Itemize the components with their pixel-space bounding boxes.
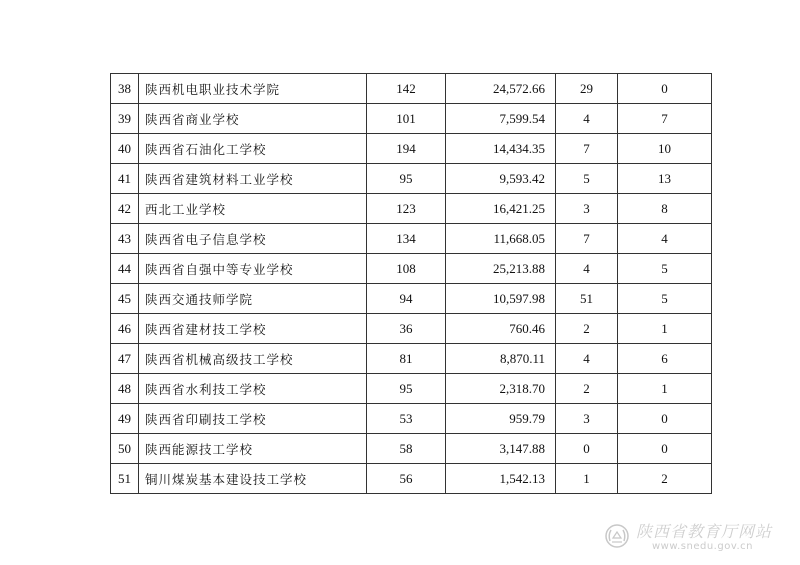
watermark-url: www.snedu.gov.cn (652, 541, 753, 552)
table-row (111, 74, 712, 104)
amount-cell: 24,572.66 (446, 74, 556, 104)
value-a-cell: 2 (556, 374, 618, 404)
amount-cell: 959.79 (446, 404, 556, 434)
school-name-cell: 陕西省建材技工学校 (139, 314, 367, 344)
value-a-cell: 2 (556, 314, 618, 344)
value-b-cell: 7 (618, 104, 712, 134)
school-name-cell: 陕西能源技工学校 (139, 434, 367, 464)
table-body (111, 74, 712, 494)
value-a-cell: 5 (556, 164, 618, 194)
school-name-cell: 陕西省印刷技工学校 (139, 404, 367, 434)
row-index-cell: 51 (111, 464, 139, 494)
school-name-cell: 陕西省自强中等专业学校 (139, 254, 367, 284)
table-row (111, 374, 712, 404)
row-index-cell: 47 (111, 344, 139, 374)
row-index-cell: 48 (111, 374, 139, 404)
count-cell: 94 (367, 284, 446, 314)
amount-cell: 7,599.54 (446, 104, 556, 134)
value-b-cell: 13 (618, 164, 712, 194)
count-cell: 53 (367, 404, 446, 434)
table-row (111, 464, 712, 494)
amount-cell: 8,870.11 (446, 344, 556, 374)
row-index-cell: 41 (111, 164, 139, 194)
count-cell: 108 (367, 254, 446, 284)
value-a-cell: 4 (556, 344, 618, 374)
amount-cell: 3,147.88 (446, 434, 556, 464)
school-name-cell: 陕西机电职业技术学院 (139, 74, 367, 104)
amount-cell: 9,593.42 (446, 164, 556, 194)
amount-cell: 25,213.88 (446, 254, 556, 284)
table-row (111, 104, 712, 134)
value-b-cell: 5 (618, 284, 712, 314)
amount-cell: 11,668.05 (446, 224, 556, 254)
table-row (111, 254, 712, 284)
school-name-cell: 陕西省石油化工学校 (139, 134, 367, 164)
row-index-cell: 45 (111, 284, 139, 314)
value-a-cell: 7 (556, 224, 618, 254)
row-index-cell: 39 (111, 104, 139, 134)
table-row (111, 164, 712, 194)
school-name-cell: 陕西省机械高级技工学校 (139, 344, 367, 374)
table-row (111, 284, 712, 314)
value-b-cell: 1 (618, 374, 712, 404)
school-name-cell: 陕西省商业学校 (139, 104, 367, 134)
value-a-cell: 29 (556, 74, 618, 104)
amount-cell: 10,597.98 (446, 284, 556, 314)
value-b-cell: 10 (618, 134, 712, 164)
table-row (111, 194, 712, 224)
row-index-cell: 40 (111, 134, 139, 164)
row-index-cell: 43 (111, 224, 139, 254)
value-b-cell: 0 (618, 74, 712, 104)
school-name-cell: 陕西交通技师学院 (139, 284, 367, 314)
row-index-cell: 42 (111, 194, 139, 224)
watermark-title: 陕西省教育厅网站 (636, 522, 773, 541)
table-row (111, 314, 712, 344)
count-cell: 101 (367, 104, 446, 134)
amount-cell: 2,318.70 (446, 374, 556, 404)
value-a-cell: 0 (556, 434, 618, 464)
school-name-cell: 陕西省水利技工学校 (139, 374, 367, 404)
value-a-cell: 4 (556, 254, 618, 284)
school-name-cell: 西北工业学校 (139, 194, 367, 224)
school-name-cell: 陕西省电子信息学校 (139, 224, 367, 254)
value-b-cell: 8 (618, 194, 712, 224)
value-b-cell: 0 (618, 434, 712, 464)
value-a-cell: 7 (556, 134, 618, 164)
value-a-cell: 51 (556, 284, 618, 314)
count-cell: 134 (367, 224, 446, 254)
value-a-cell: 1 (556, 464, 618, 494)
value-b-cell: 2 (618, 464, 712, 494)
count-cell: 123 (367, 194, 446, 224)
value-b-cell: 5 (618, 254, 712, 284)
site-watermark (602, 517, 792, 557)
table-row (111, 344, 712, 374)
table-row (111, 224, 712, 254)
count-cell: 81 (367, 344, 446, 374)
school-data-table (110, 73, 712, 494)
count-cell: 56 (367, 464, 446, 494)
count-cell: 36 (367, 314, 446, 344)
row-index-cell: 44 (111, 254, 139, 284)
count-cell: 95 (367, 164, 446, 194)
row-index-cell: 50 (111, 434, 139, 464)
table-row (111, 404, 712, 434)
value-b-cell: 0 (618, 404, 712, 434)
value-b-cell: 6 (618, 344, 712, 374)
count-cell: 95 (367, 374, 446, 404)
value-b-cell: 1 (618, 314, 712, 344)
value-a-cell: 3 (556, 404, 618, 434)
table-row (111, 134, 712, 164)
row-index-cell: 38 (111, 74, 139, 104)
wreath-logo-icon (602, 521, 632, 551)
table-row (111, 434, 712, 464)
school-name-cell: 陕西省建筑材料工业学校 (139, 164, 367, 194)
count-cell: 194 (367, 134, 446, 164)
amount-cell: 760.46 (446, 314, 556, 344)
value-b-cell: 4 (618, 224, 712, 254)
amount-cell: 1,542.13 (446, 464, 556, 494)
row-index-cell: 49 (111, 404, 139, 434)
value-a-cell: 4 (556, 104, 618, 134)
amount-cell: 16,421.25 (446, 194, 556, 224)
value-a-cell: 3 (556, 194, 618, 224)
count-cell: 58 (367, 434, 446, 464)
row-index-cell: 46 (111, 314, 139, 344)
amount-cell: 14,434.35 (446, 134, 556, 164)
school-name-cell: 铜川煤炭基本建设技工学校 (139, 464, 367, 494)
count-cell: 142 (367, 74, 446, 104)
